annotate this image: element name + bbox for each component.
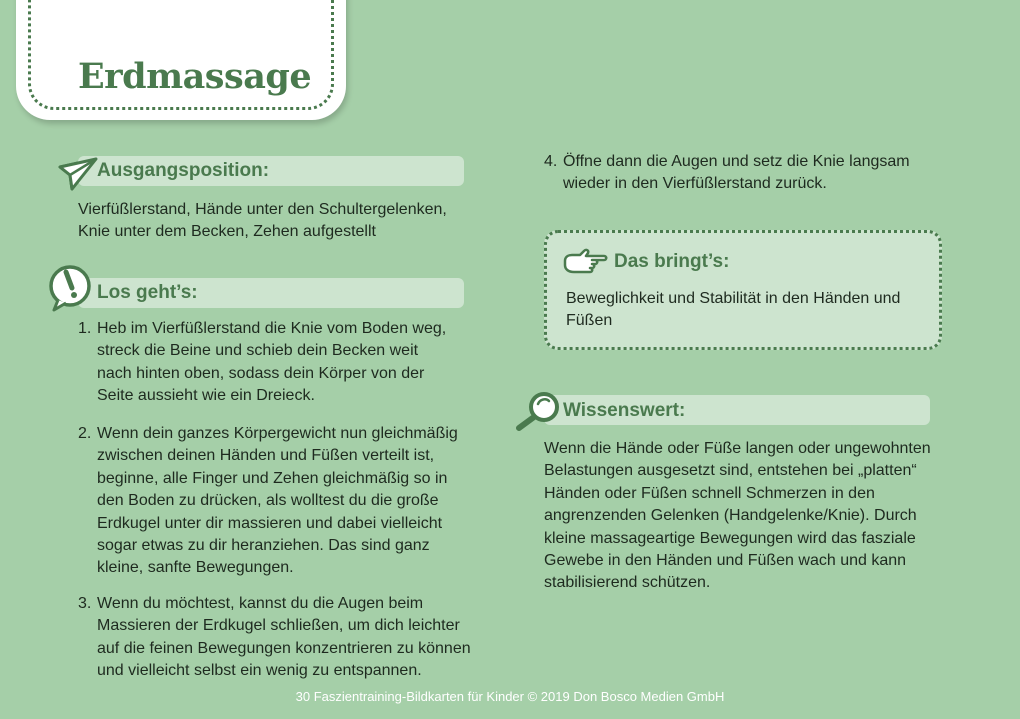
text-line: kleine massageartige Bewegungen wird das fasziale [544, 529, 916, 547]
text-line: nach hinten oben, sodass dein Körper von der [97, 364, 425, 382]
text-line: Massieren der Erdkugel schließen, um dich leichter [97, 617, 460, 635]
text-line: sogar etwas zu dir heranziehen. Das sind ganz [97, 537, 430, 555]
text-line: Wenn dein ganzes Körpergewicht nun gleichmäßig [97, 425, 458, 442]
step-text [97, 593, 477, 683]
text-line: Gewebe in den Händen und Füßen wach und kann [544, 552, 907, 570]
speech-bubble-exclamation-icon [46, 264, 94, 312]
text-line: auf die feinen Bewegungen konzentrieren zu können [97, 639, 471, 657]
text-line: Wenn du möchtest, kannst du die Augen beim [97, 595, 424, 612]
text-line: kleine, sanfte Bewegungen. [97, 559, 294, 577]
text-line: Füßen [566, 312, 613, 330]
text-line: stabilisierend schützen. [544, 574, 711, 592]
step-text [97, 318, 477, 408]
text-line: Knie unter dem Becken, Zehen aufgestellt [78, 223, 376, 241]
text-line: zwischen deinen Händen und Füßen verteilt ist, [97, 447, 435, 465]
text-line: Beweglichkeit und Stabilität in den Händen und [566, 290, 901, 307]
step-number: 2. [78, 425, 92, 442]
knowledge-text [544, 438, 954, 595]
text-line: und vielleicht selbst ein wenig zu entspannen. [97, 662, 422, 680]
start-position-text [78, 199, 498, 244]
text-line: angrenzenden Gelenken (Handgelenke/Knie). Durch [544, 507, 917, 525]
step-text [97, 423, 477, 580]
benefit-heading: Das bringt’s: [614, 251, 730, 272]
text-line: Belastungen ausgesetzt sind, entstehen bei „platten“ [544, 462, 917, 480]
start-position-heading: Ausgangsposition: [97, 160, 270, 181]
text-line: Wenn die Hände oder Füße langen oder ungewohnten [544, 440, 931, 457]
text-line: wieder in den Vierfüßlerstand zurück. [563, 175, 827, 193]
benefit-text [566, 288, 936, 333]
text-line: Öffne dann die Augen und setz die Knie langsam [563, 153, 910, 170]
text-line: beginne, alle Finger und Zehen gleichmäßig so in [97, 469, 448, 487]
paper-plane-icon [58, 157, 98, 191]
knowledge-heading: Wissenswert: [563, 400, 686, 421]
step-text [563, 151, 953, 196]
step-number: 3. [78, 595, 92, 612]
text-line: Händen oder Füßen schnell Schmerzen in den [544, 484, 875, 502]
text-line: Vierfüßlerstand, Hände unter den Schultergelenken, [78, 201, 447, 218]
lets-go-heading: Los geht’s: [97, 282, 198, 303]
text-line: Erdkugel unter dir massieren und dabei vielleicht [97, 514, 443, 532]
text-line: streck die Beine und schieb dein Becken weit [97, 342, 419, 360]
pointing-hand-icon [562, 247, 608, 279]
copyright-footer: 30 Faszientraining-Bildkarten für Kinder © 2019 Don Bosco Medien GmbH [295, 689, 725, 704]
text-line: Seite aussieht wie ein Dreieck. [97, 387, 315, 405]
page-title: Erdmassage [78, 56, 312, 97]
step-number: 1. [78, 320, 92, 337]
text-line: Heb im Vierfüßlerstand die Knie vom Boden weg, [97, 320, 447, 337]
magnifier-icon [514, 390, 562, 432]
step-number: 4. [544, 153, 558, 170]
text-line: den Boden zu drücken, als wolltest du die große [97, 492, 439, 510]
